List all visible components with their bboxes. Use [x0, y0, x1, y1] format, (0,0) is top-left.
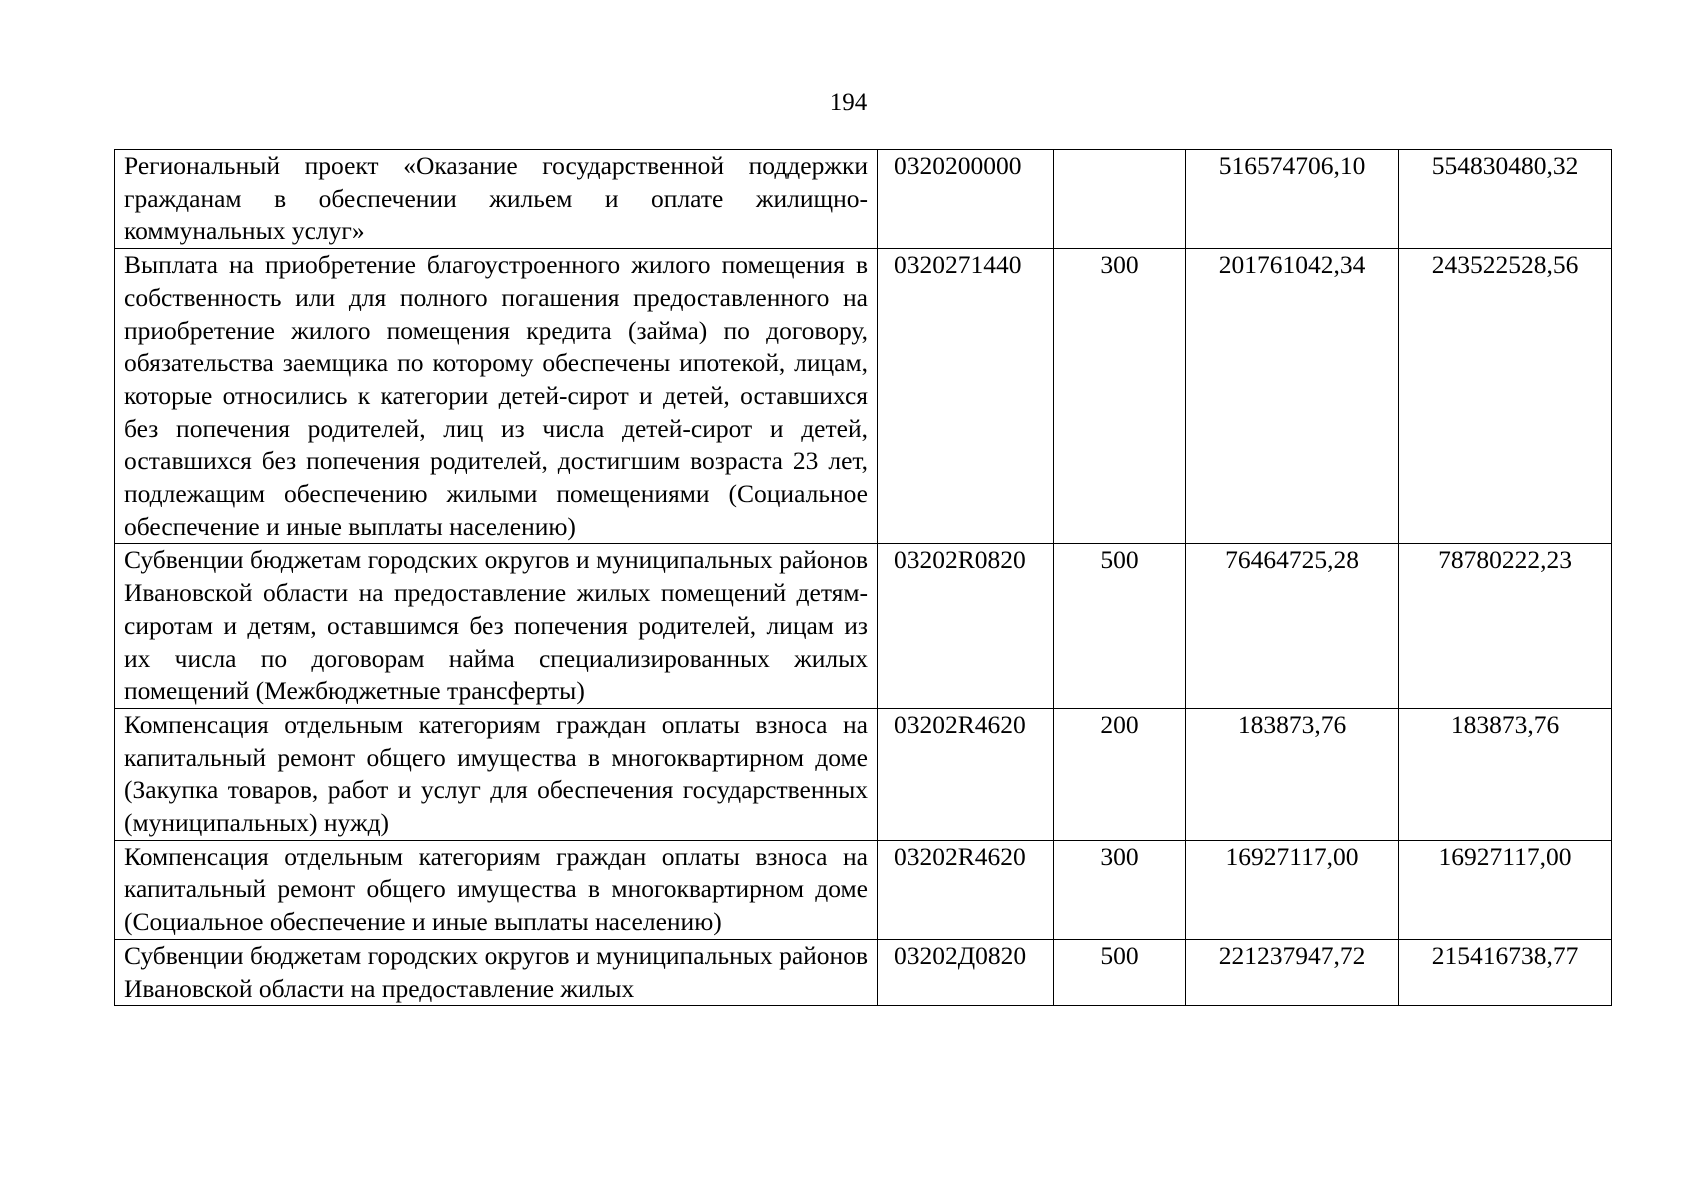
row-code-cell: 0320200000	[878, 150, 1054, 249]
row-type-cell: 500	[1054, 939, 1186, 1005]
row-sum1-cell: 516574706,10	[1186, 150, 1399, 249]
row-type-cell: 200	[1054, 708, 1186, 840]
row-name-cell: Субвенции бюджетам городских округов и муниципальных районов Ивановской области на предоставление жилых помещений детям-сиротам и детям, оставшимся без попечения родителей, лицам из их числа по договорам найма специализированных жилых помещений (Межбюджетные трансферты)	[115, 544, 878, 709]
row-sum1-cell: 221237947,72	[1186, 939, 1399, 1005]
row-code-cell: 03202Д0820	[878, 939, 1054, 1005]
row-code-cell: 03202R0820	[878, 544, 1054, 709]
table-row	[115, 939, 1612, 1005]
row-name-cell: Компенсация отдельным категориям граждан оплаты взноса на капитальный ремонт общего имущества в многоквартирном доме (Закупка товаров, работ и услуг для обеспечения государственных (муниципальных) нужд)	[115, 708, 878, 840]
row-type-cell	[1054, 150, 1186, 249]
table-row	[115, 840, 1612, 939]
row-sum2-cell: 16927117,00	[1399, 840, 1612, 939]
row-type-cell: 300	[1054, 249, 1186, 544]
row-sum1-cell: 16927117,00	[1186, 840, 1399, 939]
table-row	[115, 249, 1612, 544]
row-sum2-cell: 183873,76	[1399, 708, 1612, 840]
row-name-cell: Компенсация отдельным категориям граждан оплаты взноса на капитальный ремонт общего имущества в многоквартирном доме (Социальное обеспечение и иные выплаты населению)	[115, 840, 878, 939]
row-type-cell: 500	[1054, 544, 1186, 709]
row-name-cell: Региональный проект «Оказание государственной поддержки гражданам в обеспечении жильем и оплате жилищно-коммунальных услуг»	[115, 150, 878, 249]
row-name-cell: Субвенции бюджетам городских округов и муниципальных районов Ивановской области на предоставление жилых	[115, 939, 878, 1005]
row-sum1-cell: 183873,76	[1186, 708, 1399, 840]
table-row	[115, 150, 1612, 249]
row-sum1-cell: 76464725,28	[1186, 544, 1399, 709]
row-code-cell: 0320271440	[878, 249, 1054, 544]
row-name-cell: Выплата на приобретение благоустроенного жилого помещения в собственность или для полного погашения предоставленного на приобретение жилого помещения кредита (займа) по договору, обязательства заемщика по которому обеспечены ипотекой, лицам, которые относились к категории детей-сирот и детей, оставшихся без попечения родителей, лиц из числа детей-сирот и детей, оставшихся без попечения родителей, достигшим возраста 23 лет, подлежащим обеспечению жилыми помещениями (Социальное обеспечение и иные выплаты населению)	[115, 249, 878, 544]
table-row	[115, 708, 1612, 840]
table-row	[115, 544, 1612, 709]
page-number: 194	[829, 89, 868, 116]
row-type-cell: 300	[1054, 840, 1186, 939]
row-sum2-cell: 554830480,32	[1399, 150, 1612, 249]
row-sum2-cell: 78780222,23	[1399, 544, 1612, 709]
row-sum2-cell: 215416738,77	[1399, 939, 1612, 1005]
row-code-cell: 03202R4620	[878, 840, 1054, 939]
row-sum2-cell: 243522528,56	[1399, 249, 1612, 544]
row-code-cell: 03202R4620	[878, 708, 1054, 840]
row-sum1-cell: 201761042,34	[1186, 249, 1399, 544]
budget-table	[114, 149, 1612, 1006]
